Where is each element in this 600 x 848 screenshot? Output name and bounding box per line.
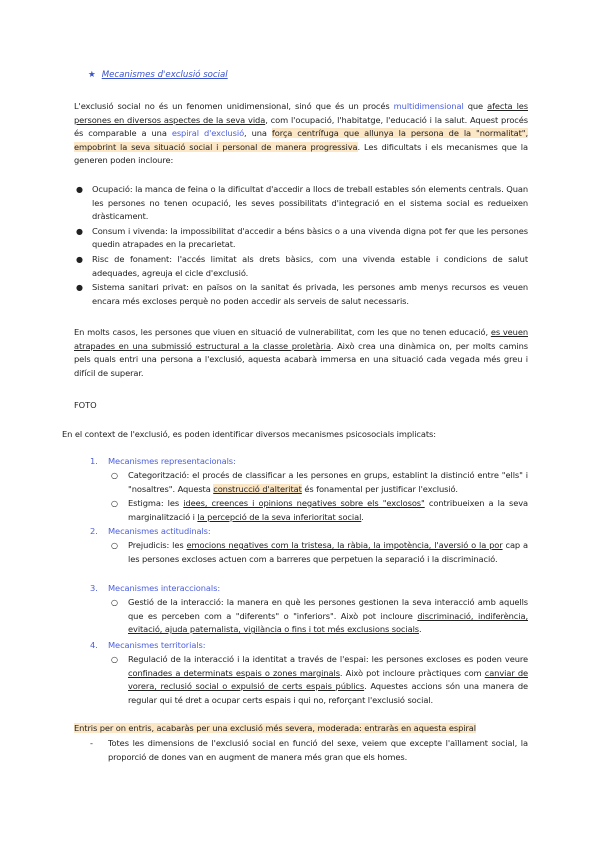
text-run: En molts casos, les persones que viuen en situació de vulnerabilitat, com les que no tenen educació,: [74, 327, 491, 337]
list-title: Mecanismes territorials:: [108, 640, 206, 650]
sub-item: [111, 596, 528, 637]
circle-bullet-icon: ○: [111, 499, 118, 508]
circle-bullet-icon: ○: [111, 541, 118, 550]
dash-marker: -: [90, 738, 93, 748]
text-run: . Això pot incloure pràctiques com: [339, 667, 485, 678]
underlined-phrase: canviar de vorera, reclusió social o expulsió de certs espais públics: [128, 667, 529, 692]
list-item-text: Ocupació: la manca de feina o la dificultat d'accedir a llocs de treball estables són elements centrals. Quan les persones no tenen ocupació, les seves possibilitats d'integració en el sistema social es redueixen dràsticament.: [92, 184, 528, 222]
underlined-phrase: afecta les persones en diversos aspectes de la seva vida: [74, 101, 529, 125]
highlighted-phrase: construcció d'alteritat: [213, 483, 302, 494]
text-run: que: [463, 101, 488, 111]
dash-item-text: Totes les dimensions de l'exclusió social en funció del sexe, veiem que excepte l'aïllament social, la proporció de dones van en augment de manera més gran que els homes.: [108, 738, 528, 762]
sub-item: [111, 497, 528, 524]
list-item: [74, 225, 528, 252]
bullet-icon: ●: [76, 226, 83, 236]
text-run: contribueixen a la seva marginalització i: [128, 498, 528, 522]
underlined-phrase: idees, creences i opinions negatives sobre els "exclosos": [183, 498, 425, 508]
list-item: [74, 281, 528, 308]
list-number: 1.: [90, 456, 98, 466]
highlight-term: espiral d'exclusió: [171, 128, 245, 139]
bullet-icon: ●: [76, 283, 83, 293]
text-run: Categorització: el procés de classificar a les persones en grups, establint la distinció entre "ells" i "nosaltres". Aquesta: [128, 470, 528, 494]
bullet-icon: ●: [76, 254, 83, 264]
text-run: cap a les persones excloses actuen com a barreres que perpetuen la separació i la discriminació.: [128, 540, 528, 564]
underlined-phrase: es veuen atrapades en una submissió estructural a la classe proletària: [74, 327, 528, 351]
spiral-note: [74, 722, 528, 736]
intro-paragraph: [74, 100, 528, 168]
underlined-phrase: la percepció de la seva inferioritat social: [197, 511, 362, 522]
paragraph-mechanisms-intro: En el context de l'exclusió, es poden identificar diversos mecanismes psicosocials implicats:: [62, 429, 436, 439]
star-icon: ★: [88, 70, 96, 80]
list-item-text: Risc de fonament: l'accés limitat als drets bàsics, com una vivenda estable i condicions de salut adequades, agreuja el cicle d'exclusió.: [92, 253, 528, 278]
bullet-icon: ●: [76, 185, 83, 194]
text-run: L'exclusió social no és un fenomen unidimensional, sinó que és un procés: [74, 101, 394, 111]
text-run: Regulació de la interacció i la identitat a través de l'espai: les persones excloses es poden veure: [128, 654, 528, 664]
list-number: 4.: [90, 640, 98, 650]
sub-item: [111, 539, 528, 566]
foto-placeholder: FOTO: [74, 400, 97, 410]
section-heading: [88, 70, 228, 80]
underlined-phrase: discriminació, indiferència, evitació, ajuda paternalista, vigilància o fins i tot més exclusions socials: [128, 610, 528, 635]
underlined-phrase: confinades a determinats espais o zones marginals: [128, 667, 340, 678]
list-title: Mecanismes representacionals:: [108, 456, 236, 466]
text-run: , una: [244, 128, 272, 139]
highlight-term: multidimensional: [393, 101, 464, 111]
circle-bullet-icon: ○: [111, 598, 118, 607]
list-number: 3.: [90, 583, 98, 593]
text-run: . Això crea una dinàmica on, per molts camins pels quals entri una persona a l'exclusió, aquesta acabarà immersa en una situació cada vegada més greu i difícil de superar.: [74, 340, 529, 378]
text-run: . Les dificultats i els mecanismes que la generen poden incloure:: [74, 141, 528, 166]
text-run: .: [361, 511, 364, 522]
circle-bullet-icon: ○: [111, 471, 118, 480]
list-item-text: Sistema sanitari privat: en països on la sanitat és privada, les persones amb menys recursos es veuen encara més excloses perquè no poden accedir als serveis de salut necessaris.: [92, 282, 528, 306]
bullet-list: [74, 183, 528, 308]
text-run: Prejudicis: les: [128, 540, 187, 550]
list-title: Mecanismes interaccionals:: [108, 583, 221, 593]
sub-item: [111, 469, 528, 496]
list-item-text: Consum i vivenda: la impossibilitat d'accedir a béns bàsics o a una vivenda digna pot fer que les persones quedin atrapades en la precarietat.: [92, 225, 528, 250]
sub-item: [111, 653, 529, 707]
highlighted-phrase: força centrífuga que allunya la persona de la "normalitat", empobrint la seva situació social i personal de manera progressiva: [74, 128, 528, 152]
list-item: [74, 253, 528, 280]
highlighted-phrase: Entris per on entris, acabaràs per una exclusió més severa, moderada: entraràs en aquesta espiral: [74, 723, 476, 733]
section-title[interactable]: Mecanismes d'exclusió social: [101, 70, 228, 80]
list-number: 2.: [90, 526, 98, 536]
underlined-phrase: emocions negatives com la tristesa, la ràbia, la impotència, l'aversió o la por: [186, 540, 503, 550]
list-title: Mecanismes actitudinals:: [108, 526, 211, 536]
circle-bullet-icon: ○: [111, 655, 118, 664]
text-run: és fonamental per justificar l'exclusió.: [301, 483, 458, 494]
text-run: . Aquestes accions són una manera de regular qui té dret a ocupar certs espais i qui no, reforçant l'exclusió social.: [128, 681, 528, 705]
text-run: Gestió de la interacció: la manera en què les persones gestionen la seva interacció amb aquells que es perceben com a "diferents" o "inferiors". Això pot incloure: [128, 597, 528, 621]
text-run: , com l'ocupació, l'habitatge, l'educació i la salut. Aquest procés és comparable a una: [74, 114, 528, 139]
text-run: .: [419, 624, 422, 635]
text-run: Estigma: les: [128, 498, 184, 508]
list-item: [74, 183, 528, 224]
paragraph-vulnerability: [74, 326, 528, 380]
